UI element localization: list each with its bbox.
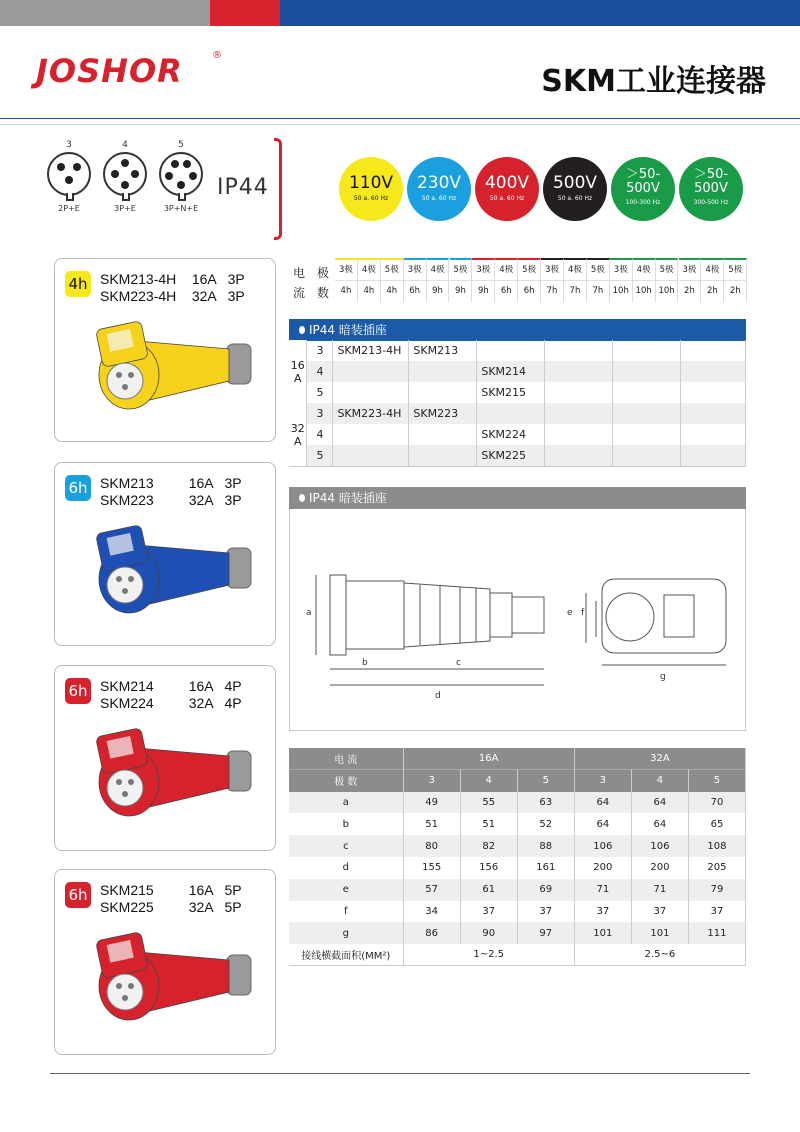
voltage-frequency: 50 a. 60 Hz (353, 195, 389, 202)
model-cell: SKM223 (409, 403, 477, 424)
dim-name-cell: d (289, 857, 403, 879)
dim-value-cell: 65 (688, 813, 745, 835)
dim-header-pole: 3 (403, 770, 460, 792)
grid-column (404, 258, 427, 302)
top-bar-gray (0, 0, 210, 26)
dim-label-g: g (660, 672, 666, 682)
dim-name-cell: e (289, 879, 403, 901)
model-table (289, 340, 746, 466)
grid-column (335, 258, 358, 302)
dim-value-cell: 106 (574, 835, 631, 857)
section-title: IP44 暗装插座 (309, 491, 387, 505)
product-card (54, 462, 276, 646)
dim-header-current (289, 748, 746, 770)
grid-label-poles-1: 极 (317, 265, 330, 280)
model-cell (545, 445, 613, 466)
grid-poles-cell: 5极 (453, 265, 468, 275)
product-line-2: SKM223 32A 3P (100, 492, 242, 508)
hour-badge: 6h (65, 882, 91, 908)
brand-logo: JOSHOR (36, 52, 183, 90)
dimension-table (289, 748, 746, 966)
dim-value-cell: 156 (460, 857, 517, 879)
current-cell: 32 A (289, 403, 307, 466)
top-color-bar (0, 0, 800, 26)
model-cell (545, 361, 613, 382)
dim-value-cell: 51 (460, 813, 517, 835)
voltage-value: 230V (416, 173, 462, 193)
pin-count: 4 (122, 140, 128, 150)
grid-column (724, 258, 747, 302)
voltage-frequency: 300-500 Hz (693, 199, 729, 206)
grid-poles-cell: 4极 (705, 265, 720, 275)
grid-hours-cell: 2h (724, 280, 746, 300)
model-cell (681, 361, 746, 382)
grid-poles-cell: 5极 (384, 265, 399, 275)
voltage-circle (407, 157, 471, 221)
grid-poles-cell: 3极 (338, 265, 353, 275)
grid-hours-cell: 7h (587, 280, 609, 300)
grid-hours-cell: 4h (335, 280, 357, 300)
model-cell (477, 403, 545, 424)
model-table-row (289, 403, 746, 424)
model-cell (409, 445, 477, 466)
voltage-circle (339, 157, 403, 221)
voltage-circle (475, 157, 539, 221)
dim-value-cell: 71 (574, 879, 631, 901)
dim-value-cell: 108 (688, 835, 745, 857)
dim-value-cell: 37 (517, 901, 574, 923)
dimension-drawing-panel (289, 509, 746, 731)
grid-hours-cell: 9h (427, 280, 449, 300)
grid-poles-cell: 4极 (430, 265, 445, 275)
model-cell (613, 403, 681, 424)
grid-row-labels (289, 262, 335, 302)
product-line-1: SKM214 16A 4P (100, 678, 242, 694)
model-cell (545, 403, 613, 424)
dim-value-cell: 49 (403, 792, 460, 814)
drawing-gland (490, 593, 512, 637)
dim-value-cell: 80 (403, 835, 460, 857)
model-cell (333, 361, 409, 382)
dim-value-cell: 37 (688, 901, 745, 923)
voltage-frequency: 50 a. 60 Hz (557, 195, 593, 202)
grid-hours-cell: 10h (610, 280, 632, 300)
hour-badge: 4h (65, 271, 91, 297)
dim-header-32a: 32A (574, 748, 745, 770)
protection-rating: IP44 (217, 175, 269, 200)
grid-column (472, 258, 495, 302)
section-title: IP44 暗装插座 (309, 323, 387, 337)
voltage-value: 500V (552, 173, 598, 193)
drawing-front-face (606, 593, 654, 641)
grid-column (633, 258, 656, 302)
model-cell: SKM213 (409, 340, 477, 361)
dim-value-cell: 55 (460, 792, 517, 814)
connector-image (77, 523, 257, 623)
red-bracket (274, 138, 282, 240)
dim-value-cell: 63 (517, 792, 574, 814)
dim-name-cell: c (289, 835, 403, 857)
dim-value-cell: 205 (688, 857, 745, 879)
dim-row (289, 857, 746, 879)
model-cell (545, 340, 613, 361)
model-table-row (289, 340, 746, 361)
grid-hours-cell: 6h (495, 280, 517, 300)
dim-header-pole: 5 (517, 770, 574, 792)
dim-name-cell: a (289, 792, 403, 814)
grid-poles-cell: 5极 (659, 265, 674, 275)
wire-16a: 1~2.5 (403, 944, 574, 966)
dim-value-cell: 200 (631, 857, 688, 879)
grid-hours-cell: 6h (518, 280, 540, 300)
dim-header-label: 电 流 (289, 748, 403, 770)
dim-value-cell: 70 (688, 792, 745, 814)
dim-label-d: d (435, 691, 441, 701)
dim-row (289, 813, 746, 835)
dim-value-cell: 101 (574, 922, 631, 944)
connector-image (77, 726, 257, 826)
model-cell (545, 424, 613, 445)
grid-column (495, 258, 518, 302)
product-card (54, 869, 276, 1055)
grid-column (427, 258, 450, 302)
grid-poles-cell: 3极 (476, 265, 491, 275)
dim-value-cell: 51 (403, 813, 460, 835)
product-card (54, 258, 276, 442)
pin-config-5 (158, 140, 204, 213)
dim-row (289, 901, 746, 923)
dim-value-cell: 64 (631, 813, 688, 835)
pin-label: 3P+E (114, 204, 136, 213)
pole-cell: 3 (307, 403, 333, 424)
grid-poles-cell: 4极 (361, 265, 376, 275)
top-bar-red (210, 0, 280, 26)
voltage-value: 400V (484, 173, 530, 193)
voltage-circle (611, 157, 675, 221)
grid-column (450, 258, 473, 302)
model-cell (613, 445, 681, 466)
dim-header-poles (289, 770, 746, 792)
water-drop-icon (299, 494, 305, 502)
socket-4pin-icon (103, 152, 147, 196)
dim-header-label: 极 数 (289, 770, 403, 792)
section-bar-dimensions (289, 487, 746, 509)
dim-label-a: a (306, 608, 312, 618)
hour-badge: 6h (65, 475, 91, 501)
grid-column (701, 258, 724, 302)
dim-value-cell: 79 (688, 879, 745, 901)
model-cell (681, 424, 746, 445)
dim-value-cell: 69 (517, 879, 574, 901)
dim-label-e: e (567, 608, 573, 618)
model-table-bottom-line (289, 466, 746, 467)
pin-label: 2P+E (58, 204, 80, 213)
drawing-flange (330, 575, 346, 655)
dim-value-cell: 90 (460, 922, 517, 944)
grid-hours-cell: 9h (450, 280, 472, 300)
dim-value-cell: 82 (460, 835, 517, 857)
grid-column (381, 258, 404, 302)
dim-name-cell: g (289, 922, 403, 944)
pole-cell: 5 (307, 382, 333, 403)
model-cell (613, 424, 681, 445)
voltage-frequency: 50 a. 60 Hz (489, 195, 525, 202)
dim-header-pole: 4 (631, 770, 688, 792)
socket-5pin-icon (159, 152, 203, 196)
dim-value-cell: 64 (631, 792, 688, 814)
hour-badge: 6h (65, 678, 91, 704)
dim-value-cell: 61 (460, 879, 517, 901)
water-drop-icon (299, 326, 305, 334)
dim-wire-row (289, 944, 746, 966)
grid-poles-cell: 4极 (499, 265, 514, 275)
grid-hours-cell: 2h (679, 280, 701, 300)
model-cell (409, 361, 477, 382)
dim-value-cell: 111 (688, 922, 745, 944)
dim-value-cell: 97 (517, 922, 574, 944)
pin-label: 3P+N+E (163, 204, 199, 213)
grid-column (518, 258, 541, 302)
voltage-value: ＞50- 500V (693, 167, 729, 196)
grid-hours-cell: 10h (633, 280, 655, 300)
model-cell: SKM225 (477, 445, 545, 466)
pole-cell: 4 (307, 424, 333, 445)
dim-header-pole: 4 (460, 770, 517, 792)
grid-hours-cell: 7h (541, 280, 563, 300)
model-cell (681, 445, 746, 466)
pole-cell: 3 (307, 340, 333, 361)
model-cell: SKM223-4H (333, 403, 409, 424)
dim-value-cell: 34 (403, 901, 460, 923)
grid-column (610, 258, 633, 302)
footer-divider (50, 1073, 750, 1074)
registered-mark: ® (212, 50, 222, 61)
model-cell: SKM224 (477, 424, 545, 445)
header-divider-thin (0, 124, 800, 125)
voltage-frequency: 50 a. 60 Hz (421, 195, 457, 202)
grid-poles-cell: 3极 (613, 265, 628, 275)
grid-label-current-2: 流 (293, 285, 306, 300)
grid-poles-cell: 5极 (590, 265, 605, 275)
dim-value-cell: 57 (403, 879, 460, 901)
grid-column (564, 258, 587, 302)
current-cell: 16 A (289, 340, 307, 403)
grid-poles-cell: 4极 (636, 265, 651, 275)
wire-label: 接线横截面积(MM²) (289, 944, 403, 966)
dimension-drawing (290, 509, 747, 731)
voltage-value: ＞50- 500V (625, 167, 661, 196)
model-cell: SKM214 (477, 361, 545, 382)
grid-label-current-1: 电 (293, 265, 306, 280)
voltage-circle (679, 157, 743, 221)
model-cell (333, 424, 409, 445)
dim-name-cell: f (289, 901, 403, 923)
dim-row (289, 922, 746, 944)
model-cell (613, 382, 681, 403)
grid-column (541, 258, 564, 302)
grid-hours-cell: 4h (358, 280, 380, 300)
pin-count: 3 (66, 140, 72, 150)
dim-value-cell: 106 (631, 835, 688, 857)
grid-column (587, 258, 610, 302)
section-bar-sockets (289, 319, 746, 341)
model-cell (613, 361, 681, 382)
grid-hours-cell: 2h (701, 280, 723, 300)
dim-value-cell: 37 (460, 901, 517, 923)
pin-count: 5 (178, 140, 184, 150)
header-divider (0, 118, 800, 119)
connector-image (77, 930, 257, 1030)
dim-value-cell: 64 (574, 792, 631, 814)
dim-header-pole: 3 (574, 770, 631, 792)
grid-hours-cell: 7h (564, 280, 586, 300)
product-line-1: SKM213-4H 16A 3P (100, 271, 245, 287)
model-cell: SKM215 (477, 382, 545, 403)
grid-poles-cell: 5极 (522, 265, 537, 275)
dim-value-cell: 37 (574, 901, 631, 923)
dim-label-f: f (581, 608, 585, 618)
page-title: SKM工业连接器 (541, 64, 766, 99)
pole-cell: 4 (307, 361, 333, 382)
product-line-1: SKM215 16A 5P (100, 882, 242, 898)
pin-config-4 (102, 140, 148, 213)
wire-32a: 2.5~6 (574, 944, 745, 966)
grid-hours-cell: 9h (472, 280, 494, 300)
top-bar-blue (280, 0, 800, 26)
grid-hours-cell: 10h (656, 280, 678, 300)
voltage-circle (543, 157, 607, 221)
drawing-handle (404, 583, 490, 647)
grid-hours-cell: 4h (381, 280, 403, 300)
dim-value-cell: 37 (631, 901, 688, 923)
dim-row (289, 879, 746, 901)
pole-cell: 5 (307, 445, 333, 466)
grid-column (358, 258, 381, 302)
grid-poles-cell: 3极 (407, 265, 422, 275)
dim-value-cell: 88 (517, 835, 574, 857)
drawing-socket-body (346, 581, 404, 649)
model-cell (613, 340, 681, 361)
dim-name-cell: b (289, 813, 403, 835)
product-line-1: SKM213 16A 3P (100, 475, 242, 491)
grid-hours-cell: 6h (404, 280, 426, 300)
dim-value-cell: 71 (631, 879, 688, 901)
product-line-2: SKM224 32A 4P (100, 695, 242, 711)
grid-poles-cell: 4极 (567, 265, 582, 275)
grid-label-poles-2: 数 (317, 285, 330, 300)
model-cell (409, 382, 477, 403)
model-cell (409, 424, 477, 445)
pin-config-3 (46, 140, 92, 213)
dim-value-cell: 101 (631, 922, 688, 944)
model-cell (333, 382, 409, 403)
product-line-2: SKM223-4H 32A 3P (100, 288, 245, 304)
dim-label-b: b (362, 658, 368, 668)
voltage-value: 110V (348, 173, 394, 193)
model-cell (681, 403, 746, 424)
dim-value-cell: 200 (574, 857, 631, 879)
connector-image (77, 319, 257, 419)
model-table-row (289, 382, 746, 403)
grid-poles-cell: 3极 (545, 265, 559, 275)
dim-value-cell: 86 (403, 922, 460, 944)
dim-header-pole: 5 (688, 770, 745, 792)
socket-3pin-icon (47, 152, 91, 196)
model-cell (477, 340, 545, 361)
grid-column (656, 258, 679, 302)
model-table-row (289, 361, 746, 382)
model-table-row (289, 424, 746, 445)
dim-header-16a: 16A (403, 748, 574, 770)
model-cell (681, 340, 746, 361)
model-cell (545, 382, 613, 403)
model-cell (333, 445, 409, 466)
dim-value-cell: 52 (517, 813, 574, 835)
grid-poles-cell: 3极 (682, 265, 697, 275)
dim-value-cell: 161 (517, 857, 574, 879)
dim-row (289, 835, 746, 857)
drawing-front-window (664, 595, 694, 637)
grid-poles-cell: 5极 (728, 265, 743, 275)
product-card (54, 665, 276, 851)
model-cell (681, 382, 746, 403)
model-table-row (289, 445, 746, 466)
dim-value-cell: 64 (574, 813, 631, 835)
dim-label-c: c (456, 658, 461, 668)
dim-row (289, 792, 746, 814)
voltage-frequency: 100-300 Hz (625, 199, 661, 206)
grid-column (679, 258, 702, 302)
drawing-nut (512, 597, 544, 633)
product-line-2: SKM225 32A 5P (100, 899, 242, 915)
dim-value-cell: 155 (403, 857, 460, 879)
model-cell: SKM213-4H (333, 340, 409, 361)
